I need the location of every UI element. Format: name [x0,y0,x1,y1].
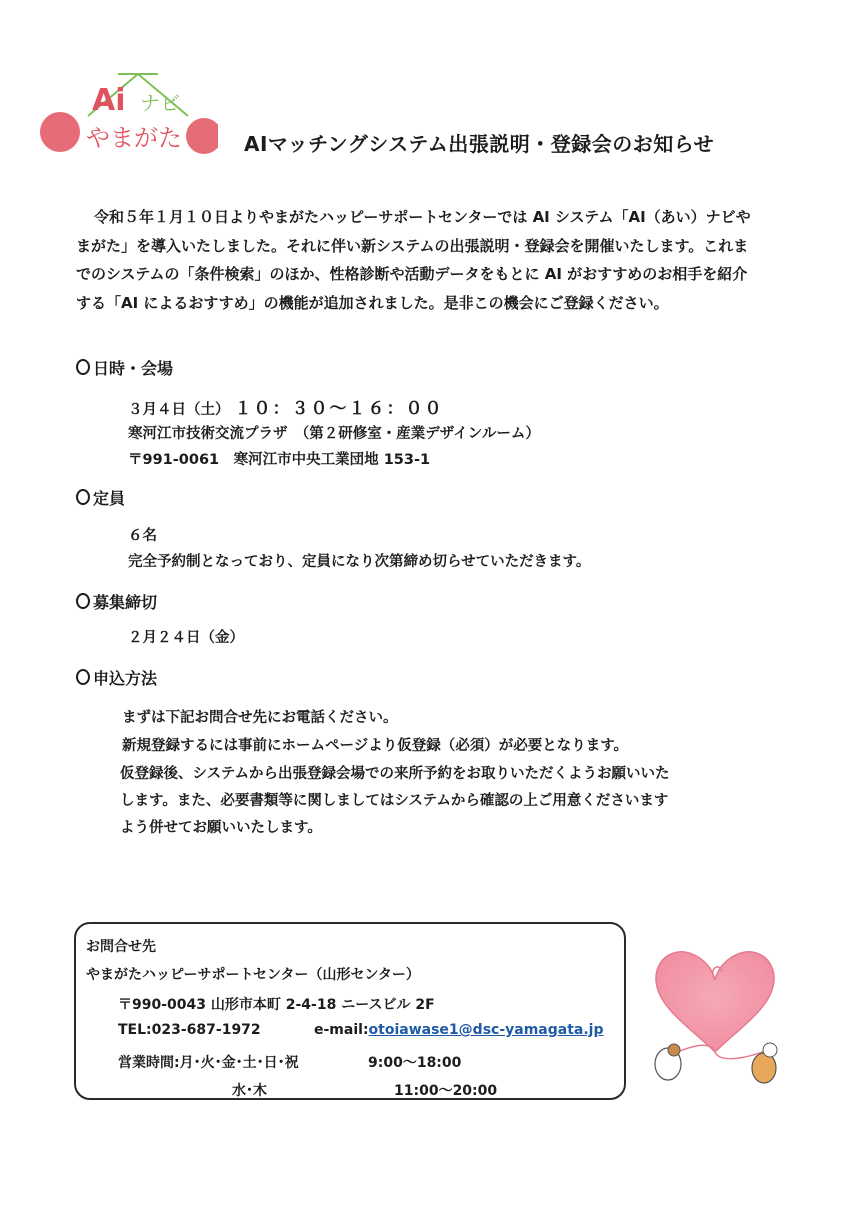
character-right-icon [752,1053,776,1083]
contact-hours-row [118,1052,299,1072]
intro-line: 令和５年１月１０日よりやまがたハッピーサポートセンターでは AI システム「AI（あい）ナビや [94,208,751,226]
capacity-note: 完全予約制となっており、定員になり次第締め切らせていただきます。 [128,554,591,570]
hours-label: 営業時間: [118,1055,180,1071]
apply-line: よう併せてお願いいたします。 [120,820,322,836]
logo-navi: ナビ [140,91,180,115]
page-title: AIマッチングシステム出張説明・登録会のお知らせ [244,132,715,156]
circle-bullet-icon [76,359,90,375]
venue-datetime: ３月４日（土） １０：３０～１６：００ [128,399,444,419]
circle-bullet-icon [76,489,90,505]
character-right-head-icon [763,1043,777,1057]
email-label: e-mail: [314,1022,369,1038]
contact-email-row [314,1022,604,1038]
deadline-date: ２月２４日（金） [128,630,244,646]
hours-days-1: 月･火･金･土･日･祝 [179,1055,299,1071]
venue-time: １０：３０～１６：００ [234,399,444,419]
cherry-left-icon [40,112,80,152]
venue-heading: 日時・会場 [76,356,173,379]
intro-line: する「AI によるおすすめ」の機能が追加されました。是非この機会にご登録ください。 [76,293,669,312]
contact-org: やまがたハッピーサポートセンター（山形センター） [86,967,420,983]
hours-time-2: 11:00～20:00 [394,1083,498,1099]
contact-address: 〒990-0043 山形市本町 2-4-18 ニースビル 2F [118,997,435,1013]
capacity-count: ６名 [128,528,157,544]
venue-place: 寒河江市技術交流プラザ （第２研修室・産業デザインルーム） [128,426,540,442]
circle-bullet-icon [76,593,90,609]
contact-heading: お問合せ先 [86,939,156,955]
heart-illustration [640,940,790,1100]
venue-address: 〒991-0061 寒河江市中央工業団地 153-1 [128,452,431,468]
apply-line: 新規登録するには事前にホームページより仮登録（必須）が必要となります。 [122,738,629,754]
logo-ai: Ai [92,83,126,118]
apply-line: します。また、必要書類等に関しましてはシステムから確認の上ご用意くださいます [120,793,669,809]
contact-tel: TEL:023-687-1972 [118,1022,261,1038]
email-link[interactable]: otoiawase1@dsc-yamagata.jp [368,1022,604,1038]
apply-heading: 申込方法 [76,666,157,689]
cherry-right-icon [186,118,218,154]
apply-line: まずは下記お問合せ先にお電話ください。 [122,710,398,726]
apply-line: 仮登録後、システムから出張登録会場での来所予約をお取りいただくようお願いいた [120,766,670,782]
circle-bullet-icon [76,669,90,685]
hours-days-2: 水･木 [232,1083,267,1099]
intro-line: でのシステムの「条件検索」のほか、性格診断や活動データをもとに AI がおすすめのお相手を紹介 [76,265,748,283]
ai-navi-yamagata-logo [38,70,218,162]
logo-place: やまがた [86,124,182,152]
intro-line: まがた」を導入いたしました。それに伴い新システムの出張説明・登録会を開催いたします。これま [76,236,749,255]
character-left-hair-icon [668,1044,680,1056]
hours-time-1: 9:00～18:00 [368,1055,462,1071]
deadline-heading: 募集締切 [76,590,157,613]
intro-paragraph [76,203,788,317]
capacity-heading: 定員 [76,486,125,509]
heart-icon [656,952,774,1052]
